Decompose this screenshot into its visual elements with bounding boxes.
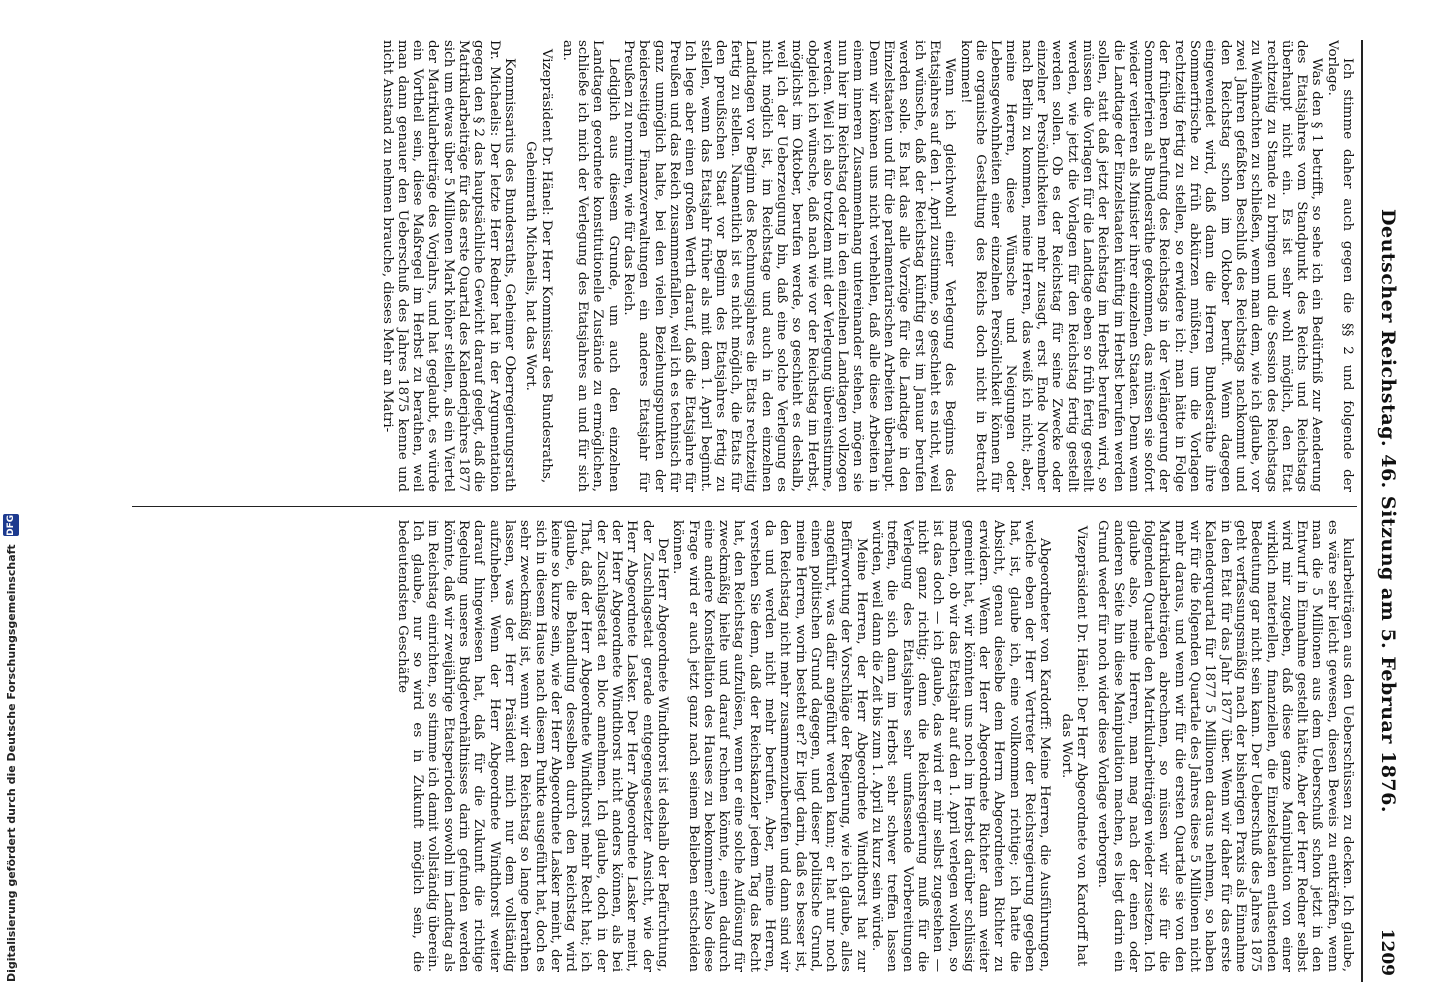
dfg-logo: DFG bbox=[3, 514, 19, 536]
header-rule bbox=[1361, 40, 1363, 982]
paragraph: kularbeiträgen aus den Ueberschüssen zu decken. Ich glaube, es wäre sehr leicht gewesen, diesen Beweis zu entkräften, wenn man die 5 Millionen aus dem Ueberschuß schon jetzt in den Entwurf in Einnahme gestellt hätte. Aber der Herr Redner selbst wird mir zugeben, daß diese ganze Manipulation von einer wirklich materiellen, finanziellen, die Einzelstaaten entlastenden Bedeutung gar nicht sein kann. Der Ueberschuß des Jahres 1875 geht verfassungsmäßig nach der bisherigen Praxis als Einnahme in den Etat für das Jahr 1877 über. Wenn wir daher für das erste Kalenderquartal für 1877 5 Millionen daraus nehmen, so haben wir für die folgenden Quartale des Jahres diese 5 Millionen nicht mehr daraus, und wenn wir für die ersten Quartale sie von den Matrikularbeiträgen abrechnen, so müssen wir sie für die folgenden Quartale den Matrikularbeiträgen wieder zusetzen. Ich glaube also, meine Herren, man mag nach der einen oder anderen Seite hin diese Manipulation machen, es liegt darin ein Grund weder für noch wider diese Vorlage verborgen. bbox=[1095, 520, 1355, 972]
left-column bbox=[135, 40, 1355, 492]
paragraph: Der Herr Abgeordnete Windthorst ist deshalb der Befürchtung, der Zuschlagsetat gerade entgegengesetzter Ansicht, wie der Herr Abgeordnete Lasker. Der Herr Abgeordnete Lasker meint, der Herr Abgeordnete Windthorst nicht anders können, als bei der Zuschlagsetat en bloc annehmen. Ich glaube, doch in der That, daß der Herr Abgeordnete Windthorst mehr Recht hat; ich glaube, die Behandlung desselben durch den Reichstag wird keine so kurze sein, wie der Herr Abgeordnete Lasker meint, der sich in diesem Hause nach diesem Punkte ausgeführt hat, doch es sehr zweckmäßig ist, wenn wir den Reichstag so lange berathen lassen, was der Herr Präsident mich nur dem vollständig aufzuheben. Wenn der Herr Abgeordnete Windthorst weiter darauf hingewiesen hat, daß für die Zukunft die richtige Regelung unseres Budgetverhältnisses darin gefunden werden könnte, daß wir zweijährige Etatsperioden sowohl im Landtag als im Reichstag einrichten, so stimme ich damit vollständig überein. Ich glaube, nur so wird es in Zukunft möglich sein, die bedeutendsten Geschäfte bbox=[394, 520, 670, 972]
speaker-introduction: Vizepräsident Dr. Hänel: Der Herr Kommissar des Bundesraths, Geheimrath Michaelis, hat das Wort. bbox=[523, 48, 554, 484]
paragraph: Was den § 1 betrifft, so sehe ich ein Bedürfniß zur Aenderung des Etatsjahres vom Standpunkt des Reichs und Reichstags überhaupt nicht ein. Es ist sehr wohl möglich, den Etat rechtzeitig zu Stande zu bringen und die Session des Reichstags zu Weihnachten zu schließen, wenn man dem, wie ich glaube, vor zwei Jahren gefaßten Beschluß des Reichstags nachkommt und den Reichstag schon im Oktober beruft. Wenn dagegen eingewendet wird, daß dann die Herren Bundesräthe ihre Sommerfrische zu früh abkürzen müßten, um die Vorlagen rechtzeitig fertig zu stellen, so erwidere ich: man hätte in Folge der früheren Berufung des Reichstags in der Verlängerung der Sommerferien als Bundesräthe gekommen, das müssen sie sofort wieder verlieren als Minister ihrer einzelnen Staaten. Denn wenn die Landtage der Einzelstaaten künftig im Herbst berufen werden sollen, statt daß jetzt der Reichstag im Herbst berufen wird, so müssen die Vorlagen für die Landtage eben so früh fertig gestellt werden, wie jetzt die Vorlagen für den Reichstag fertig gestellt werden sollen. Ob es der Reichstag für seine Zwecke oder einzelner Persönlichkeiten mehr zusagt, erst Ende November nach Berlin zu kommen, meine Herren, das weiß ich nicht; aber, meine Herren, diese Wünsche und Neigungen oder Lebensgewohnheiten einer einzelnen Persönlichkeit können für die organische Gestaltung des Reichs doch nicht in Betracht kommen! bbox=[957, 40, 1325, 492]
paragraph: Meine Herren, der Herr Abgeordnete Windthorst hat zur Befürwortung der Vorschläge der Regierung, wie ich glaube, alles angeführt, was dafür angeführt werden kann; er hat nur noch einen politischen Grund dagegen, und dieser politische Grund, meine Herren, worin besteht er? Er liegt darin, daß es besser ist, den Reichstag nicht mehr zusammenzuberufen und dann sind wir da und werden nicht mehr berufen. Aber, meine Herren, verstehen Sie denn, daß der Reichskanzler jedem Tag das Recht hat, den Reichstag aufzulösen, wenn er eine solche Auflösung für zweckmäßig hielte und darauf rechnen könnte, einen dadurch eine andere Konstellation des Hauses zu bekommen? Also diese Frage wird er auch jetzt ganz nach seinem Belieben entscheiden können. bbox=[670, 520, 869, 972]
side-caption bbox=[0, 0, 22, 1000]
paragraph: Ich stimme daher auch gegen die §§ 2 und folgende der Vorlage. bbox=[1324, 40, 1355, 492]
page-number: 1209 bbox=[1377, 928, 1397, 976]
side-caption-text: Digitalisierung gefördert durch die Deutsche Forschungsgemeinschaft bbox=[4, 544, 18, 982]
paragraph: Abgeordneter von Kardorff: Meine Herren, die Ausführungen, welche eben der Herr Vertreter der Reichsregierung gegeben hat, ist, glaube ich, eine vollkommen richtige; ich hatte die Absicht, genau dieselbe dem Herrn Abgeordneten Richter zu erwidern. Wenn der Herr Abgeordnete Richter dann weiter gemeint hat, wir könnten uns noch im Herbst darüber schlüssig machen, ob wir das Etatsjahr auf den 1. April verlegen wollen, so ist das doch — ich glaube, das wird er mir selbst zugestehen — nicht ganz richtig; denn die Reichsregierung muß für die Verlegung des Etatsjahres sehr umfassende Vorbereitungen treffen, die sich dann im Herbst sehr schwer treffen lassen würden, weil dann die Zeit bis zum 1. April zu kurz sein würde. bbox=[869, 520, 1053, 972]
paragraph: Lediglich aus diesem Grunde, um auch den einzelnen Landtagen geordnete konstitutionelle Zustände zu ermöglichen, schließe ich mich der Verlegung des Etatsjahres an und für sich an. bbox=[559, 40, 621, 492]
column-divider bbox=[132, 506, 1357, 507]
right-column bbox=[135, 520, 1355, 972]
page-header bbox=[1365, 40, 1405, 982]
speaker-introduction: Vizepräsident Dr. Hänel: Der Herr Abgeordnete von Kardorff hat das Wort. bbox=[1058, 525, 1089, 967]
paragraph: Kommissarius des Bundesraths, Geheimer Oberregierungsrath Dr. Michaelis: Der letzte Herr Redner hat in der Argumentation gegen den § 2 das hauptsächliche Gewicht darauf gelegt, daß die Matrikularbeiträge für das erste Quartal des Kalenderjahres 1877 sich um etwas über 5 Millionen Mark höher stellen, als ein Viertel der Matrikularbeiträge des Vorjahrs, und hat geglaubt, es würde ein Vortheil sein, diese Maßregel im Herbst zu berathen, weil man dann genauer den Ueberschuß des Jahres 1875 kenne und nicht Anstand zu nehmen brauche, dieses Mehr an Matri- bbox=[379, 40, 517, 492]
page-title: Deutscher Reichstag. 46. Sitzung am 5. Februar 1876. bbox=[1377, 209, 1399, 813]
newspaper-page bbox=[115, 40, 1405, 982]
paragraph: Wenn ich gleichwohl einer Verlegung des Beginns des Etatsjahres auf den 1. April zustimme, so geschieht es nicht, weil ich wünsche, daß der Reichstag künftig erst im Januar berufen werden solle. Es hat das alle Vorzüge für die Landtage in den Einzelstaaten und für die parlamentarischen Arbeiten überhaupt. Denn wir können uns nicht verhehlen, daß alle diese Arbeiten in einem inneren Zusammenhang untereinander stehen, mögen sie nun hier im Reichstag oder in den einzelnen Landtagen vollzogen werden. Weil ich also trotzdem mit der Verlegung übereinstimme, obgleich ich wünsche, daß nach wie vor der Reichstag im Herbst, möglichst im Oktober, berufen werde, so geschieht es deshalb, weil ich der Ueberzeugung bin, daß eine solche Verlegung es nicht möglich ist, im Reichstage und auch in den einzelnen Landtagen vor Beginn des Rechnungsjahres die Etats rechtzeitig fertig zu stellen. Namentlich ist es nicht möglich, die Etats für den preußischen Staat vor Beginn des Etatsjahres fertig zu stellen, wenn das Etatsjahr früher als mit dem 1. April beginnt. Ich lege aber einen großen Werth darauf, daß die Etatsjahre für Preußen und das Reich zusammenfallen, weil ich es technisch für ganz unmöglich halte, bei den vielen Beziehungspunkten der beiderseitigen Finanzverwaltungen ein anderes Etatsjahr für Preußen zu normiren, wie für das Reich. bbox=[621, 40, 958, 492]
